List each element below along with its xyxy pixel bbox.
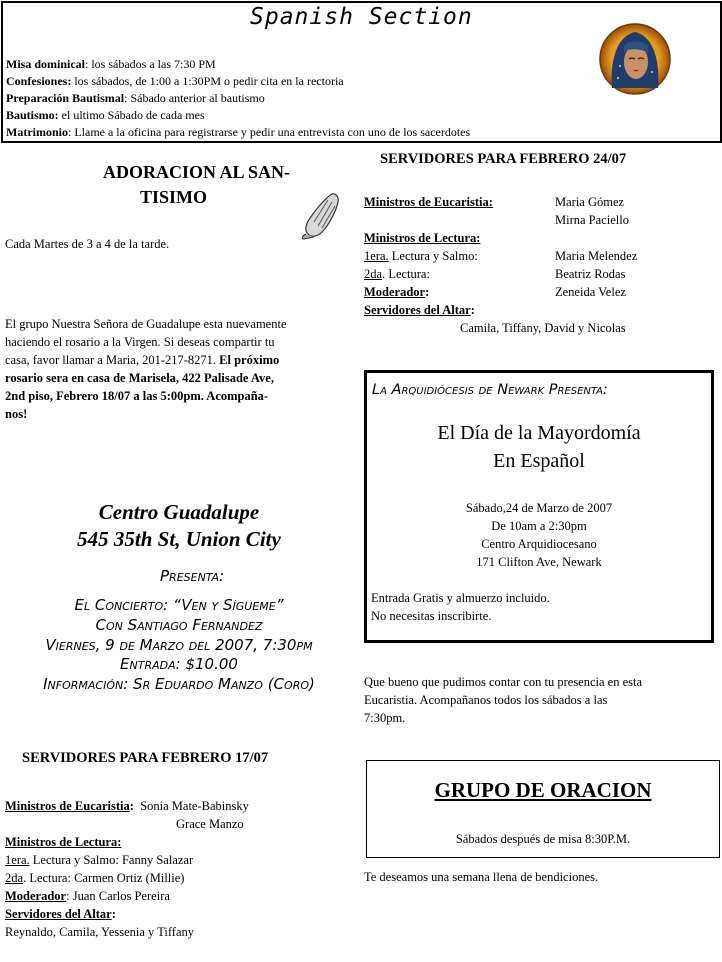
feb17-lectura2-text: . Lectura: Carmen Ortiz (Millie): [23, 871, 185, 885]
bendiciones: Te deseamos una semana llena de bendiciones.: [364, 870, 599, 884]
info-text: el ultimo Sábado de cada mes: [58, 108, 205, 122]
feb17-lectura2: [5, 869, 249, 887]
info-label: Misa dominical: [6, 57, 86, 71]
feb24-lectura-label: Ministros de Lectura:: [364, 231, 481, 245]
feb24-eucaristia-2: Mirna Paciello: [555, 213, 629, 227]
concierto-date: Viernes, 9 de Marzo del 2007, 7:30pm: [45, 636, 313, 654]
info-matrimonio: [6, 124, 470, 141]
feb24-lectura1: 1era. Lectura y Salmo:: [364, 249, 478, 263]
feb17-eucaristia-label: Ministros de Eucaristia: [5, 799, 130, 813]
feb17-altar-colon: :: [111, 907, 116, 921]
feb17-eucaristia: Ministros de Eucaristia: Sonia Mate-Babinsky: [5, 799, 249, 813]
adoracion-line: [5, 351, 287, 369]
info-text: : Sábado anterior al bautismo: [124, 91, 265, 105]
feb24-title: SERVIDORES PARA FEBRERO 24/07: [380, 151, 627, 167]
adoracion-line: haciendo el rosario a la Virgen. Si deseas compartir tu: [5, 335, 275, 349]
feb24-lectura2: 2da. Lectura:: [364, 267, 430, 281]
concierto-info: Información: Sr Eduardo Manzo (Coro): [43, 675, 315, 693]
feb17-eucaristia-1: Sonia Mate-Babinsky: [140, 799, 249, 813]
feb17-lectura-label: Ministros de Lectura:: [5, 835, 122, 849]
mayordomia-nota2: No necesitas inscribirte.: [371, 609, 492, 623]
info-confesiones: [6, 73, 344, 90]
info-text: : los sábados a las 7:30 PM: [85, 57, 216, 71]
feb17-eucaristia-2: Grace Manzo: [176, 817, 244, 831]
oracion-text: Sábados después de misa 8:30P.M.: [455, 832, 631, 846]
feb24-eucaristia-label: Ministros de Eucaristia:: [364, 195, 493, 209]
info-preparacion: [6, 90, 265, 107]
adoracion-title-line1: ADORACION AL SAN-: [103, 162, 291, 182]
feb17-list: [5, 797, 249, 941]
arquidiocesis-header: La Arquidiócesis de Newark Presenta:: [372, 382, 608, 398]
feb17-altar-label: Servidores del Altar: [5, 907, 112, 921]
mayordomia-nota1: Entrada Gratis y almuerzo incluido.: [371, 591, 550, 605]
feb24-altar: Servidores del Altar:: [364, 303, 475, 317]
feb24-lectura2-name: Beatriz Rodas: [555, 267, 626, 281]
adoracion-title-line2: TISIMO: [140, 187, 208, 207]
feb17-lectura2-ord: 2da: [5, 871, 24, 885]
adoracion-paragraph: [5, 315, 287, 423]
feb24-eucaristia-1: Maria Gómez: [555, 195, 625, 209]
gracias-line: 7:30pm.: [364, 711, 406, 725]
gracias-paragraph: [364, 673, 642, 727]
centro-presenta: Presenta:: [160, 567, 225, 585]
feb24-lectura1-name: Maria Melendez: [555, 249, 638, 263]
feb24-moderador-name: Zeneida Velez: [555, 285, 626, 299]
info-text: : Llame a la oficina para registrarse y pedir una entrevista con uno de los sacerdotes: [68, 125, 471, 139]
feb17-lectura1: [5, 851, 249, 869]
mayordomia-title-1: El Día de la Mayordomía: [437, 422, 641, 444]
oracion-title: GRUPO DE ORACION: [434, 778, 652, 802]
mayordomia-fecha: Sábado,24 de Marzo de 2007: [465, 501, 613, 515]
feb24-altar-names: Camila, Tiffany, David y Nicolas: [460, 321, 626, 335]
info-label: Bautismo:: [6, 108, 59, 122]
adoracion-line-text: casa, favor llamar a Maria, 201-217-8271.: [5, 353, 220, 367]
info-text: los sábados, de 1:00 a 1:30PM o pedir cita en la rectoria: [71, 74, 344, 88]
gracias-line: Que bueno que pudimos contar con tu presencia en esta: [364, 675, 643, 689]
info-label: Confesiones:: [6, 74, 72, 88]
adoracion-line-bold: El próximo: [219, 353, 280, 367]
guadalupe-medallion-icon: [598, 22, 672, 96]
feb17-altar: [5, 905, 249, 923]
feb17-moderador-text: : Juan Carlos Pereira: [66, 889, 170, 903]
adoracion-line: El grupo Nuestra Señora de Guadalupe esta nuevamente: [5, 317, 287, 331]
gracias-line: Eucaristia. Acompañanos todos los sábados a las: [364, 693, 608, 707]
info-bautismo: [6, 107, 205, 124]
feb24-moderador: Moderador:: [364, 285, 430, 299]
centro-address: 545 35th St, Union City: [77, 527, 281, 551]
mayordomia-direccion: 171 Clifton Ave, Newark: [476, 555, 602, 569]
feb17-moderador: [5, 887, 249, 905]
info-label: Preparación Bautismal: [6, 91, 125, 105]
section-title: Spanish Section: [250, 4, 473, 30]
centro-name: Centro Guadalupe: [98, 500, 260, 524]
concierto-artist: Con Santiago Fernandez: [95, 616, 263, 634]
concierto-price: Entrada: $10.00: [120, 655, 238, 673]
mayordomia-hora: De 10am a 2:30pm: [491, 519, 587, 533]
info-misa: [6, 56, 216, 73]
adoracion-line: 2nd piso, Febrero 18/07 a las 5:00pm. Acompaña-: [5, 389, 269, 403]
feb17-lectura1-ord: 1era.: [5, 853, 30, 867]
adoracion-line: nos!: [5, 407, 28, 421]
feb17-altar-names: Reynaldo, Camila, Yessenia y Tiffany: [5, 925, 195, 939]
info-label: Matrimonio: [6, 125, 68, 139]
adoracion-line: rosario sera en casa de Marisela, 422 Palisade Ave,: [5, 371, 274, 385]
praying-hands-icon: [298, 190, 346, 240]
feb17-lectura1-text: Lectura y Salmo: Fanny Salazar: [29, 853, 194, 867]
mayordomia-title-2: En Español: [493, 450, 585, 472]
concierto-title: El Concierto: “Ven y Sígueme”: [74, 596, 284, 614]
mayordomia-lugar: Centro Arquidiocesano: [481, 537, 597, 551]
feb17-moderador-label: Moderador: [5, 889, 67, 903]
feb17-title: SERVIDORES PARA FEBRERO 17/07: [22, 750, 269, 766]
adoracion-schedule: Cada Martes de 3 a 4 de la tarde.: [5, 237, 170, 251]
